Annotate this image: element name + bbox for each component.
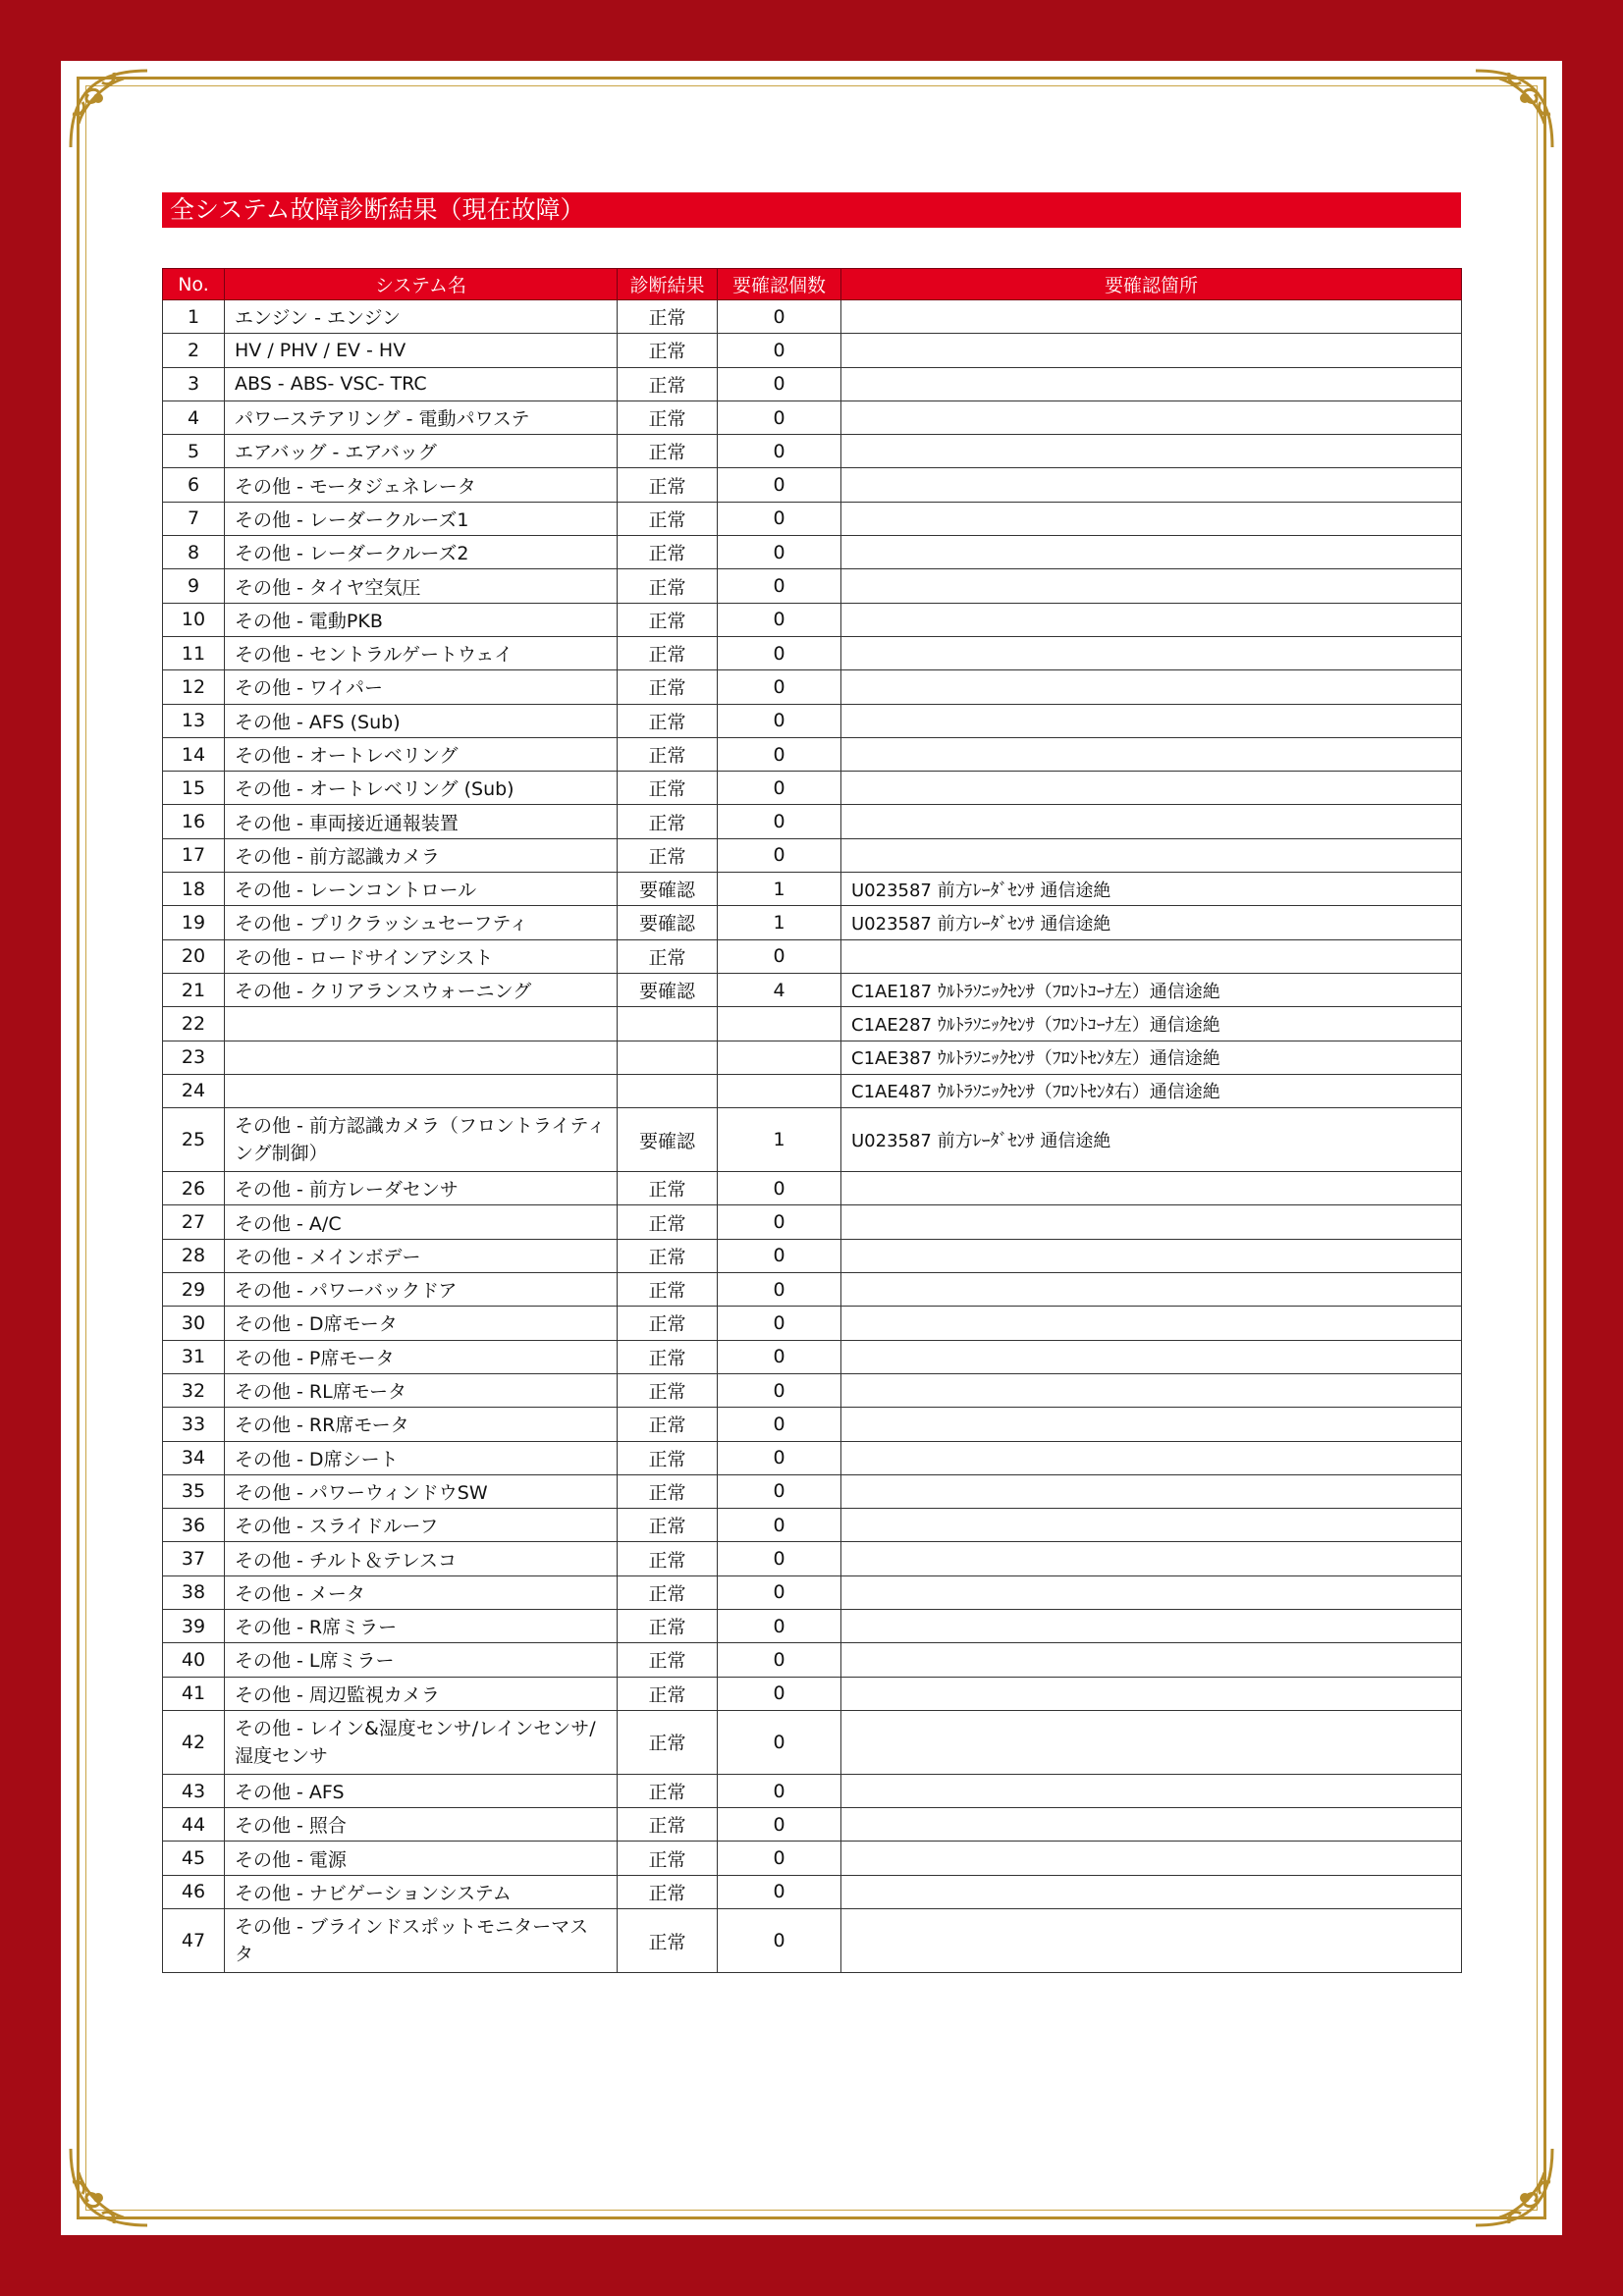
- location-cell: [841, 1808, 1462, 1842]
- result-cell: 正常: [618, 1273, 718, 1307]
- report-sheet: [61, 61, 1562, 2235]
- ornament-corner-icon: [1470, 65, 1558, 153]
- row-number: 19: [163, 906, 225, 939]
- table-row: [163, 1007, 1462, 1041]
- count-cell: 0: [718, 1643, 841, 1677]
- result-cell: 要確認: [618, 973, 718, 1006]
- diagnosis-table: [162, 268, 1462, 1973]
- count-cell: 0: [718, 1609, 841, 1642]
- row-number: 7: [163, 502, 225, 535]
- result-cell: 正常: [618, 367, 718, 400]
- result-cell: 正常: [618, 1677, 718, 1710]
- system-name-cell: その他 - 前方レーダセンサ: [225, 1172, 618, 1205]
- system-name-cell: [225, 1041, 618, 1074]
- result-cell: 正常: [618, 435, 718, 468]
- system-name-cell: その他 - セントラルゲートウェイ: [225, 636, 618, 669]
- table-row: [163, 1441, 1462, 1474]
- row-number: 9: [163, 569, 225, 603]
- location-cell: U023587 前方ﾚｰﾀﾞｾﾝｻ 通信途絶: [841, 1108, 1462, 1172]
- system-name-cell: その他 - R席ミラー: [225, 1609, 618, 1642]
- system-name-cell: その他 - チルト＆テレスコ: [225, 1542, 618, 1575]
- table-row: [163, 1074, 1462, 1107]
- count-cell: 0: [718, 772, 841, 805]
- location-cell: [841, 1172, 1462, 1205]
- result-cell: 正常: [618, 1710, 718, 1774]
- count-cell: 0: [718, 939, 841, 973]
- table-row: [163, 1307, 1462, 1340]
- row-number: 15: [163, 772, 225, 805]
- count-cell: 1: [718, 873, 841, 906]
- system-name-cell: エンジン - エンジン: [225, 300, 618, 334]
- count-cell: 0: [718, 1373, 841, 1407]
- count-cell: 0: [718, 1909, 841, 1973]
- row-number: 24: [163, 1074, 225, 1107]
- table-row: [163, 502, 1462, 535]
- system-name-cell: その他 - プリクラッシュセーフティ: [225, 906, 618, 939]
- result-cell: 正常: [618, 737, 718, 771]
- system-name-cell: [225, 1007, 618, 1041]
- table-row: [163, 1340, 1462, 1373]
- result-cell: 正常: [618, 300, 718, 334]
- row-number: 13: [163, 704, 225, 737]
- system-name-cell: その他 - P席モータ: [225, 1340, 618, 1373]
- table-header-row: [163, 269, 1462, 300]
- system-name-cell: ABS - ABS- VSC- TRC: [225, 367, 618, 400]
- row-number: 28: [163, 1239, 225, 1272]
- result-cell: 正常: [618, 1408, 718, 1441]
- system-name-cell: [225, 1074, 618, 1107]
- result-cell: 正常: [618, 1239, 718, 1272]
- location-cell: [841, 704, 1462, 737]
- result-cell: 正常: [618, 569, 718, 603]
- location-cell: [841, 636, 1462, 669]
- count-cell: 0: [718, 1474, 841, 1508]
- location-cell: C1AE387 ｳﾙﾄﾗｿﾆｯｸｾﾝｻ（ﾌﾛﾝﾄｾﾝﾀ左）通信途絶: [841, 1041, 1462, 1074]
- row-number: 41: [163, 1677, 225, 1710]
- system-name-cell: その他 - 前方認識カメラ（フロントライティング制御）: [225, 1108, 618, 1172]
- system-name-cell: その他 - 周辺監視カメラ: [225, 1677, 618, 1710]
- table-row: [163, 1575, 1462, 1609]
- location-cell: [841, 1609, 1462, 1642]
- location-cell: [841, 1909, 1462, 1973]
- count-cell: 0: [718, 1273, 841, 1307]
- table-row: [163, 1808, 1462, 1842]
- result-cell: [618, 1074, 718, 1107]
- row-number: 26: [163, 1172, 225, 1205]
- table-row: [163, 838, 1462, 872]
- table-row: [163, 805, 1462, 838]
- result-cell: 正常: [618, 1172, 718, 1205]
- location-cell: [841, 1408, 1462, 1441]
- count-cell: 0: [718, 1509, 841, 1542]
- location-cell: [841, 367, 1462, 400]
- system-name-cell: その他 - ワイパー: [225, 670, 618, 704]
- table-row: [163, 1643, 1462, 1677]
- row-number: 34: [163, 1441, 225, 1474]
- row-number: 36: [163, 1509, 225, 1542]
- table-row: [163, 1677, 1462, 1710]
- location-cell: [841, 468, 1462, 502]
- count-cell: 0: [718, 1340, 841, 1373]
- result-cell: 正常: [618, 1542, 718, 1575]
- location-cell: [841, 569, 1462, 603]
- system-name-cell: その他 - A/C: [225, 1205, 618, 1239]
- table-row: [163, 1172, 1462, 1205]
- ornament-corner-icon: [1470, 2143, 1558, 2231]
- table-row: [163, 1609, 1462, 1642]
- location-cell: [841, 939, 1462, 973]
- count-cell: 0: [718, 1239, 841, 1272]
- row-number: 16: [163, 805, 225, 838]
- location-cell: U023587 前方ﾚｰﾀﾞｾﾝｻ 通信途絶: [841, 873, 1462, 906]
- location-cell: [841, 1509, 1462, 1542]
- location-cell: [841, 1307, 1462, 1340]
- location-cell: [841, 772, 1462, 805]
- location-cell: C1AE187 ｳﾙﾄﾗｿﾆｯｸｾﾝｻ（ﾌﾛﾝﾄｺｰﾅ左）通信途絶: [841, 973, 1462, 1006]
- table-row: [163, 300, 1462, 334]
- location-cell: [841, 805, 1462, 838]
- result-cell: 正常: [618, 1373, 718, 1407]
- result-cell: 正常: [618, 670, 718, 704]
- count-cell: 0: [718, 636, 841, 669]
- location-cell: C1AE487 ｳﾙﾄﾗｿﾆｯｸｾﾝｻ（ﾌﾛﾝﾄｾﾝﾀ右）通信途絶: [841, 1074, 1462, 1107]
- count-cell: 0: [718, 1710, 841, 1774]
- row-number: 43: [163, 1774, 225, 1807]
- table-row: [163, 1710, 1462, 1774]
- system-name-cell: その他 - 照合: [225, 1808, 618, 1842]
- location-cell: [841, 435, 1462, 468]
- table-row: [163, 1205, 1462, 1239]
- table-row: [163, 906, 1462, 939]
- result-cell: 正常: [618, 1340, 718, 1373]
- result-cell: [618, 1041, 718, 1074]
- count-cell: 0: [718, 1307, 841, 1340]
- table-row: [163, 737, 1462, 771]
- row-number: 45: [163, 1842, 225, 1875]
- row-number: 10: [163, 603, 225, 636]
- count-cell: 0: [718, 1677, 841, 1710]
- result-cell: 正常: [618, 1842, 718, 1875]
- result-cell: 正常: [618, 1774, 718, 1807]
- system-name-cell: その他 - ナビゲーションシステム: [225, 1875, 618, 1908]
- row-number: 32: [163, 1373, 225, 1407]
- result-cell: 正常: [618, 468, 718, 502]
- system-name-cell: その他 - レーンコントロール: [225, 873, 618, 906]
- table-row: [163, 1373, 1462, 1407]
- system-name-cell: その他 - レイン&湿度センサ/レインセンサ/湿度センサ: [225, 1710, 618, 1774]
- count-cell: [718, 1074, 841, 1107]
- system-name-cell: その他 - 電源: [225, 1842, 618, 1875]
- system-name-cell: その他 - 車両接近通報装置: [225, 805, 618, 838]
- system-name-cell: その他 - クリアランスウォーニング: [225, 973, 618, 1006]
- count-cell: 0: [718, 1842, 841, 1875]
- result-cell: 正常: [618, 603, 718, 636]
- table-row: [163, 435, 1462, 468]
- header-location: 要確認箇所: [841, 269, 1462, 300]
- row-number: 17: [163, 838, 225, 872]
- count-cell: 0: [718, 1205, 841, 1239]
- header-result: 診断結果: [618, 269, 718, 300]
- row-number: 3: [163, 367, 225, 400]
- system-name-cell: その他 - AFS: [225, 1774, 618, 1807]
- result-cell: 要確認: [618, 1108, 718, 1172]
- row-number: 39: [163, 1609, 225, 1642]
- ornament-corner-icon: [65, 2143, 153, 2231]
- table-row: [163, 1909, 1462, 1973]
- count-cell: 0: [718, 670, 841, 704]
- row-number: 21: [163, 973, 225, 1006]
- table-row: [163, 536, 1462, 569]
- location-cell: [841, 1875, 1462, 1908]
- row-number: 47: [163, 1909, 225, 1973]
- system-name-cell: パワーステアリング - 電動パワステ: [225, 400, 618, 434]
- result-cell: 正常: [618, 1575, 718, 1609]
- table-row: [163, 1875, 1462, 1908]
- table-row: [163, 1509, 1462, 1542]
- count-cell: 0: [718, 300, 841, 334]
- report-title: 全システム故障診断結果（現在故障）: [162, 192, 1461, 228]
- system-name-cell: その他 - 電動PKB: [225, 603, 618, 636]
- table-row: [163, 468, 1462, 502]
- system-name-cell: その他 - レーダークルーズ1: [225, 502, 618, 535]
- location-cell: [841, 670, 1462, 704]
- table-row: [163, 1041, 1462, 1074]
- table-row: [163, 704, 1462, 737]
- count-cell: 0: [718, 1575, 841, 1609]
- table-row: [163, 772, 1462, 805]
- system-name-cell: その他 - スライドルーフ: [225, 1509, 618, 1542]
- row-number: 31: [163, 1340, 225, 1373]
- location-cell: [841, 1340, 1462, 1373]
- count-cell: 0: [718, 1542, 841, 1575]
- table-row: [163, 1542, 1462, 1575]
- count-cell: 0: [718, 435, 841, 468]
- table-body: [163, 300, 1462, 1973]
- location-cell: [841, 1677, 1462, 1710]
- result-cell: 正常: [618, 1509, 718, 1542]
- count-cell: 0: [718, 1441, 841, 1474]
- table-row: [163, 367, 1462, 400]
- location-cell: [841, 1441, 1462, 1474]
- table-row: [163, 973, 1462, 1006]
- system-name-cell: HV / PHV / EV - HV: [225, 334, 618, 367]
- row-number: 12: [163, 670, 225, 704]
- row-number: 42: [163, 1710, 225, 1774]
- result-cell: 要確認: [618, 873, 718, 906]
- count-cell: 1: [718, 906, 841, 939]
- location-cell: [841, 1643, 1462, 1677]
- location-cell: [841, 1710, 1462, 1774]
- result-cell: 正常: [618, 1441, 718, 1474]
- location-cell: [841, 334, 1462, 367]
- count-cell: 1: [718, 1108, 841, 1172]
- count-cell: 0: [718, 1774, 841, 1807]
- location-cell: [841, 1542, 1462, 1575]
- table-row: [163, 1108, 1462, 1172]
- result-cell: 正常: [618, 939, 718, 973]
- count-cell: 0: [718, 1875, 841, 1908]
- header-system: システム名: [225, 269, 618, 300]
- result-cell: 正常: [618, 1609, 718, 1642]
- row-number: 11: [163, 636, 225, 669]
- system-name-cell: その他 - ロードサインアシスト: [225, 939, 618, 973]
- location-cell: U023587 前方ﾚｰﾀﾞｾﾝｻ 通信途絶: [841, 906, 1462, 939]
- count-cell: 0: [718, 704, 841, 737]
- result-cell: 正常: [618, 704, 718, 737]
- location-cell: [841, 1474, 1462, 1508]
- system-name-cell: その他 - モータジェネレータ: [225, 468, 618, 502]
- count-cell: 0: [718, 737, 841, 771]
- system-name-cell: その他 - 前方認識カメラ: [225, 838, 618, 872]
- row-number: 2: [163, 334, 225, 367]
- result-cell: 正常: [618, 772, 718, 805]
- result-cell: 正常: [618, 1643, 718, 1677]
- system-name-cell: その他 - オートレベリング (Sub): [225, 772, 618, 805]
- system-name-cell: その他 - RL席モータ: [225, 1373, 618, 1407]
- system-name-cell: その他 - パワーウィンドウSW: [225, 1474, 618, 1508]
- count-cell: 0: [718, 536, 841, 569]
- table-row: [163, 1842, 1462, 1875]
- result-cell: 正常: [618, 838, 718, 872]
- location-cell: [841, 838, 1462, 872]
- count-cell: 4: [718, 973, 841, 1006]
- system-name-cell: その他 - パワーバックドア: [225, 1273, 618, 1307]
- row-number: 23: [163, 1041, 225, 1074]
- table-row: [163, 670, 1462, 704]
- result-cell: [618, 1007, 718, 1041]
- location-cell: C1AE287 ｳﾙﾄﾗｿﾆｯｸｾﾝｻ（ﾌﾛﾝﾄｺｰﾅ左）通信途絶: [841, 1007, 1462, 1041]
- location-cell: [841, 1842, 1462, 1875]
- row-number: 46: [163, 1875, 225, 1908]
- count-cell: [718, 1007, 841, 1041]
- table-row: [163, 636, 1462, 669]
- table-row: [163, 939, 1462, 973]
- count-cell: 0: [718, 1408, 841, 1441]
- row-number: 35: [163, 1474, 225, 1508]
- ornament-corner-icon: [65, 65, 153, 153]
- table-row: [163, 334, 1462, 367]
- table-row: [163, 873, 1462, 906]
- count-cell: 0: [718, 468, 841, 502]
- header-count: 要確認個数: [718, 269, 841, 300]
- row-number: 37: [163, 1542, 225, 1575]
- result-cell: 正常: [618, 1808, 718, 1842]
- count-cell: 0: [718, 569, 841, 603]
- system-name-cell: その他 - メインボデー: [225, 1239, 618, 1272]
- location-cell: [841, 1575, 1462, 1609]
- table-row: [163, 569, 1462, 603]
- system-name-cell: その他 - メータ: [225, 1575, 618, 1609]
- location-cell: [841, 502, 1462, 535]
- count-cell: [718, 1041, 841, 1074]
- result-cell: 正常: [618, 400, 718, 434]
- location-cell: [841, 536, 1462, 569]
- row-number: 1: [163, 300, 225, 334]
- row-number: 20: [163, 939, 225, 973]
- system-name-cell: その他 - レーダークルーズ2: [225, 536, 618, 569]
- row-number: 30: [163, 1307, 225, 1340]
- location-cell: [841, 603, 1462, 636]
- location-cell: [841, 737, 1462, 771]
- table-row: [163, 1239, 1462, 1272]
- location-cell: [841, 1205, 1462, 1239]
- result-cell: 正常: [618, 1474, 718, 1508]
- result-cell: 正常: [618, 536, 718, 569]
- system-name-cell: その他 - ブラインドスポットモニターマスタ: [225, 1909, 618, 1973]
- row-number: 18: [163, 873, 225, 906]
- result-cell: 正常: [618, 1875, 718, 1908]
- row-number: 22: [163, 1007, 225, 1041]
- table-row: [163, 1774, 1462, 1807]
- result-cell: 正常: [618, 1307, 718, 1340]
- result-cell: 正常: [618, 1205, 718, 1239]
- count-cell: 0: [718, 502, 841, 535]
- location-cell: [841, 1373, 1462, 1407]
- table-row: [163, 1474, 1462, 1508]
- system-name-cell: その他 - オートレベリング: [225, 737, 618, 771]
- row-number: 8: [163, 536, 225, 569]
- table-row: [163, 1408, 1462, 1441]
- row-number: 4: [163, 400, 225, 434]
- result-cell: 正常: [618, 805, 718, 838]
- result-cell: 正常: [618, 502, 718, 535]
- row-number: 25: [163, 1108, 225, 1172]
- row-number: 6: [163, 468, 225, 502]
- count-cell: 0: [718, 838, 841, 872]
- row-number: 44: [163, 1808, 225, 1842]
- system-name-cell: その他 - RR席モータ: [225, 1408, 618, 1441]
- row-number: 29: [163, 1273, 225, 1307]
- system-name-cell: エアバッグ - エアバッグ: [225, 435, 618, 468]
- row-number: 38: [163, 1575, 225, 1609]
- system-name-cell: その他 - D席シート: [225, 1441, 618, 1474]
- system-name-cell: その他 - L席ミラー: [225, 1643, 618, 1677]
- row-number: 14: [163, 737, 225, 771]
- count-cell: 0: [718, 367, 841, 400]
- system-name-cell: その他 - タイヤ空気圧: [225, 569, 618, 603]
- count-cell: 0: [718, 334, 841, 367]
- system-name-cell: その他 - D席モータ: [225, 1307, 618, 1340]
- location-cell: [841, 1239, 1462, 1272]
- count-cell: 0: [718, 400, 841, 434]
- table-row: [163, 603, 1462, 636]
- system-name-cell: その他 - AFS (Sub): [225, 704, 618, 737]
- table-row: [163, 1273, 1462, 1307]
- location-cell: [841, 1774, 1462, 1807]
- count-cell: 0: [718, 1172, 841, 1205]
- count-cell: 0: [718, 805, 841, 838]
- result-cell: 正常: [618, 636, 718, 669]
- result-cell: 正常: [618, 1909, 718, 1973]
- row-number: 5: [163, 435, 225, 468]
- row-number: 27: [163, 1205, 225, 1239]
- location-cell: [841, 400, 1462, 434]
- location-cell: [841, 1273, 1462, 1307]
- result-cell: 要確認: [618, 906, 718, 939]
- table-row: [163, 400, 1462, 434]
- result-cell: 正常: [618, 334, 718, 367]
- location-cell: [841, 300, 1462, 334]
- header-no: No.: [163, 269, 225, 300]
- count-cell: 0: [718, 603, 841, 636]
- row-number: 33: [163, 1408, 225, 1441]
- row-number: 40: [163, 1643, 225, 1677]
- count-cell: 0: [718, 1808, 841, 1842]
